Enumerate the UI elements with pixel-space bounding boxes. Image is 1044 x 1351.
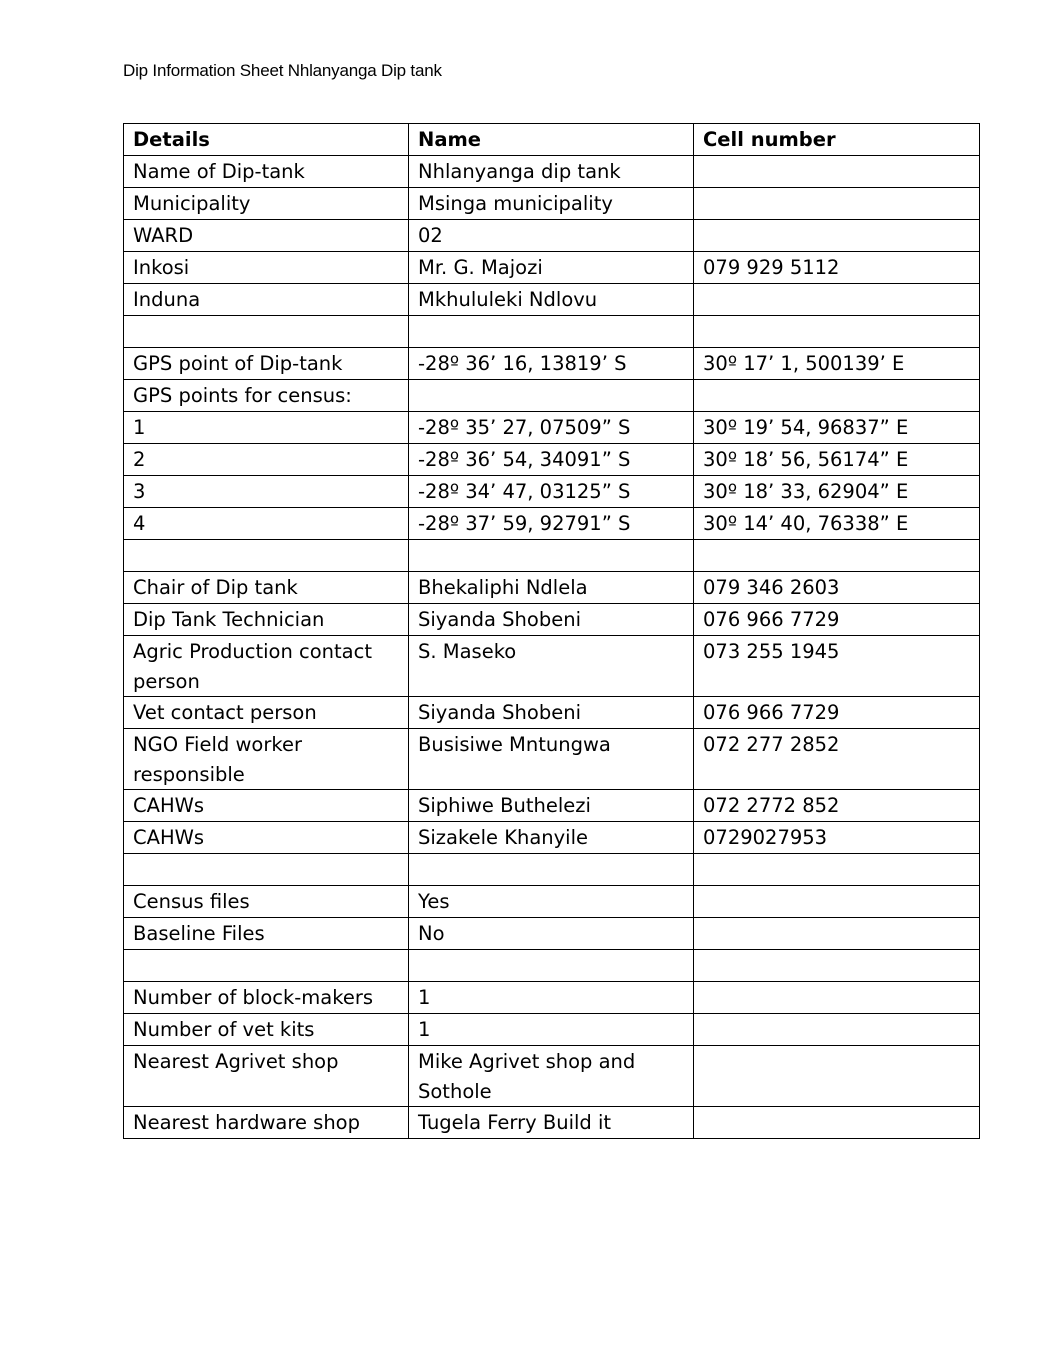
cell-cell-number (694, 950, 980, 982)
table-row (124, 1014, 980, 1046)
cell-details: 3 (124, 476, 409, 508)
cell-name (409, 540, 694, 572)
cell-details (124, 316, 409, 348)
table-row (124, 540, 980, 572)
table-row (124, 604, 980, 636)
table-row (124, 188, 980, 220)
cell-details (124, 950, 409, 982)
cell-details: Number of block-makers (124, 982, 409, 1014)
table-header-row (124, 124, 980, 156)
cell-details: WARD (124, 220, 409, 252)
cell-details: Nearest hardware shop (124, 1107, 409, 1139)
table-row (124, 508, 980, 540)
cell-details: Agric Production contact person (124, 636, 409, 697)
cell-name: S. Maseko (409, 636, 694, 697)
cell-name: Bhekaliphi Ndlela (409, 572, 694, 604)
cell-details: Dip Tank Technician (124, 604, 409, 636)
cell-name: Mr. G. Majozi (409, 252, 694, 284)
table-row (124, 220, 980, 252)
cell-details: Inkosi (124, 252, 409, 284)
cell-details: Municipality (124, 188, 409, 220)
cell-details: 2 (124, 444, 409, 476)
cell-name: Mkhululeki Ndlovu (409, 284, 694, 316)
cell-name: 1 (409, 1014, 694, 1046)
cell-name: Sizakele Khanyile (409, 822, 694, 854)
table-row (124, 636, 980, 697)
cell-name: Msinga municipality (409, 188, 694, 220)
dip-info-table (123, 123, 980, 1139)
table-row (124, 1107, 980, 1139)
table-row (124, 790, 980, 822)
table-row (124, 918, 980, 950)
cell-details (124, 854, 409, 886)
cell-name (409, 380, 694, 412)
cell-name: Siyanda Shobeni (409, 604, 694, 636)
table-row (124, 252, 980, 284)
cell-details: Number of vet kits (124, 1014, 409, 1046)
cell-name: 1 (409, 982, 694, 1014)
cell-name: -28º 36’ 54, 34091” S (409, 444, 694, 476)
table-row (124, 982, 980, 1014)
cell-name: No (409, 918, 694, 950)
cell-cell-number (694, 1107, 980, 1139)
cell-cell-number: 079 346 2603 (694, 572, 980, 604)
cell-details: GPS point of Dip-tank (124, 348, 409, 380)
cell-cell-number (694, 316, 980, 348)
cell-name: Siphiwe Buthelezi (409, 790, 694, 822)
cell-cell-number: 30º 14’ 40, 76338” E (694, 508, 980, 540)
cell-name: -28º 34’ 47, 03125” S (409, 476, 694, 508)
cell-name (409, 950, 694, 982)
table-row (124, 348, 980, 380)
cell-name: -28º 35’ 27, 07509” S (409, 412, 694, 444)
table-row (124, 854, 980, 886)
table-row (124, 1046, 980, 1107)
table-row (124, 476, 980, 508)
header-name: Name (409, 124, 694, 156)
cell-cell-number: 30º 18’ 33, 62904” E (694, 476, 980, 508)
cell-name: Yes (409, 886, 694, 918)
table-row (124, 444, 980, 476)
cell-cell-number: 079 929 5112 (694, 252, 980, 284)
header-cell-number: Cell number (694, 124, 980, 156)
table-row (124, 886, 980, 918)
cell-name: Busisiwe Mntungwa (409, 729, 694, 790)
cell-cell-number (694, 886, 980, 918)
cell-details: Baseline Files (124, 918, 409, 950)
cell-cell-number (694, 540, 980, 572)
cell-cell-number: 0729027953 (694, 822, 980, 854)
table-row (124, 380, 980, 412)
table-row (124, 156, 980, 188)
cell-cell-number: 30º 18’ 56, 56174” E (694, 444, 980, 476)
cell-name: Nhlanyanga dip tank (409, 156, 694, 188)
cell-details: Chair of Dip tank (124, 572, 409, 604)
cell-details: Name of Dip-tank (124, 156, 409, 188)
cell-cell-number: 072 2772 852 (694, 790, 980, 822)
cell-cell-number: 076 966 7729 (694, 604, 980, 636)
cell-details: CAHWs (124, 790, 409, 822)
table-row (124, 729, 980, 790)
cell-cell-number: 30º 17’ 1, 500139’ E (694, 348, 980, 380)
cell-details: GPS points for census: (124, 380, 409, 412)
cell-cell-number (694, 188, 980, 220)
cell-details: Census files (124, 886, 409, 918)
cell-details: Vet contact person (124, 697, 409, 729)
cell-cell-number (694, 1046, 980, 1107)
header-details: Details (124, 124, 409, 156)
cell-name: 02 (409, 220, 694, 252)
cell-cell-number (694, 918, 980, 950)
table-row (124, 950, 980, 982)
cell-name: -28º 36’ 16, 13819’ S (409, 348, 694, 380)
table-row (124, 412, 980, 444)
cell-cell-number: 30º 19’ 54, 96837” E (694, 412, 980, 444)
table-row (124, 284, 980, 316)
cell-cell-number: 073 255 1945 (694, 636, 980, 697)
page-title: Dip Information Sheet Nhlanyanga Dip tank (123, 61, 442, 80)
cell-details: Nearest Agrivet shop (124, 1046, 409, 1107)
cell-details: CAHWs (124, 822, 409, 854)
cell-name: Siyanda Shobeni (409, 697, 694, 729)
cell-name: Mike Agrivet shop and Sothole (409, 1046, 694, 1107)
cell-name (409, 854, 694, 886)
cell-cell-number (694, 380, 980, 412)
cell-details: 1 (124, 412, 409, 444)
cell-name: -28º 37’ 59, 92791” S (409, 508, 694, 540)
cell-cell-number: 076 966 7729 (694, 697, 980, 729)
cell-details: 4 (124, 508, 409, 540)
table-row (124, 572, 980, 604)
cell-details: NGO Field worker responsible (124, 729, 409, 790)
cell-cell-number (694, 1014, 980, 1046)
cell-details: Induna (124, 284, 409, 316)
table-row (124, 316, 980, 348)
cell-cell-number (694, 220, 980, 252)
cell-name: Tugela Ferry Build it (409, 1107, 694, 1139)
cell-details (124, 540, 409, 572)
cell-cell-number: 072 277 2852 (694, 729, 980, 790)
cell-cell-number (694, 982, 980, 1014)
cell-cell-number (694, 854, 980, 886)
table-row (124, 697, 980, 729)
cell-cell-number (694, 284, 980, 316)
table-row (124, 822, 980, 854)
cell-cell-number (694, 156, 980, 188)
cell-name (409, 316, 694, 348)
